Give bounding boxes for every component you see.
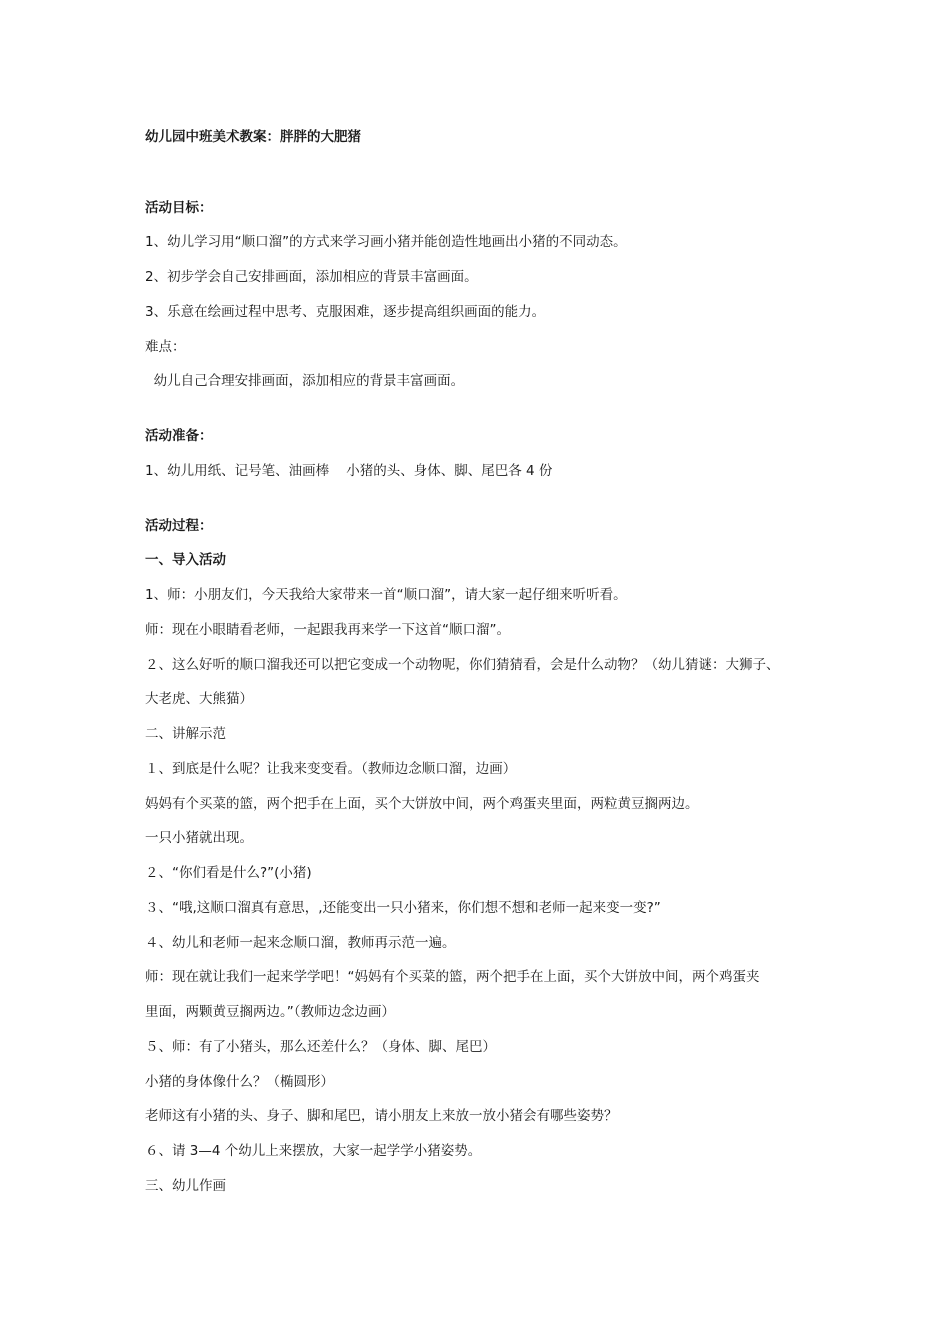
p2-line-7b: 里面，两颗黄豆搁两边。”（教师边念边画） — [145, 1004, 395, 1020]
p1-line-3a: ２、这么好听的顺口溜我还可以把它变成一个动物呢，你们猜猜看，会是什么动物？（幼儿猜谜：大狮子、 — [145, 657, 780, 673]
p2-line-11: ６、请 3—4 个幼儿上来摆放，大家一起学学小猪姿势。 — [145, 1143, 482, 1159]
p1-line-2: 师：现在小眼睛看老师，一起跟我再来学一下这首“顺口溜”。 — [145, 622, 510, 638]
prep-item-1: 1、幼儿用纸、记号笔、油画棒 小猪的头、身体、脚、尾巴各 4 份 — [145, 463, 553, 479]
p2-line-4: ２、“你们看是什么?”(小猪) — [145, 865, 312, 881]
difficulty-text: 幼儿自己合理安排画面，添加相应的背景丰富画面。 — [145, 373, 465, 389]
goal-3: 3、乐意在绘画过程中思考、克服困难，逐步提高组织画面的能力。 — [145, 304, 546, 320]
goal-2: 2、初步学会自己安排画面，添加相应的背景丰富画面。 — [145, 269, 478, 285]
p1-line-1: 1、师：小朋友们，今天我给大家带来一首“顺口溜”，请大家一起仔细来听听看。 — [145, 587, 627, 603]
process-heading: 活动过程： — [145, 518, 213, 534]
prep-heading: 活动准备： — [145, 428, 213, 444]
p2-line-1: １、到底是什么呢？让我来变变看。（教师边念顺口溜，边画） — [145, 761, 517, 777]
goals-heading: 活动目标： — [145, 200, 213, 216]
p2-line-2: 妈妈有个买菜的篮，两个把手在上面，买个大饼放中间，两个鸡蛋夹里面，两粒黄豆搁两边。 — [145, 796, 699, 812]
difficulty-heading: 难点： — [145, 339, 186, 355]
part-3-heading: 三、幼儿作画 — [145, 1178, 226, 1194]
p2-line-7a: 师：现在就让我们一起来学学吧！“妈妈有个买菜的篮，两个把手在上面，买个大饼放中间，两个鸡蛋夹 — [145, 969, 760, 985]
goal-1: 1、幼儿学习用“顺口溜”的方式来学习画小猪并能创造性地画出小猪的不同动态。 — [145, 234, 627, 250]
part-1-heading: 一、导入活动 — [145, 552, 226, 568]
part-2-heading: 二、讲解示范 — [145, 726, 226, 742]
p1-line-3b: 大老虎、大熊猫） — [145, 691, 253, 707]
p2-line-10: 老师这有小猪的头、身子、脚和尾巴，请小朋友上来放一放小猪会有哪些姿势？ — [145, 1108, 618, 1124]
doc-title: 幼儿园中班美术教案：胖胖的大肥猪 — [145, 129, 361, 145]
p2-line-5: ３、“哦,这顺口溜真有意思，,还能变出一只小猪来，你们想不想和老师一起来变一变?” — [145, 900, 661, 916]
p2-line-8: ５、师：有了小猪头，那么还差什么？（身体、脚、尾巴） — [145, 1039, 496, 1055]
p2-line-9: 小猪的身体像什么？（椭圆形） — [145, 1074, 334, 1090]
p2-line-3: 一只小猪就出现。 — [145, 830, 253, 846]
p2-line-6: ４、幼儿和老师一起来念顺口溜，教师再示范一遍。 — [145, 935, 456, 951]
